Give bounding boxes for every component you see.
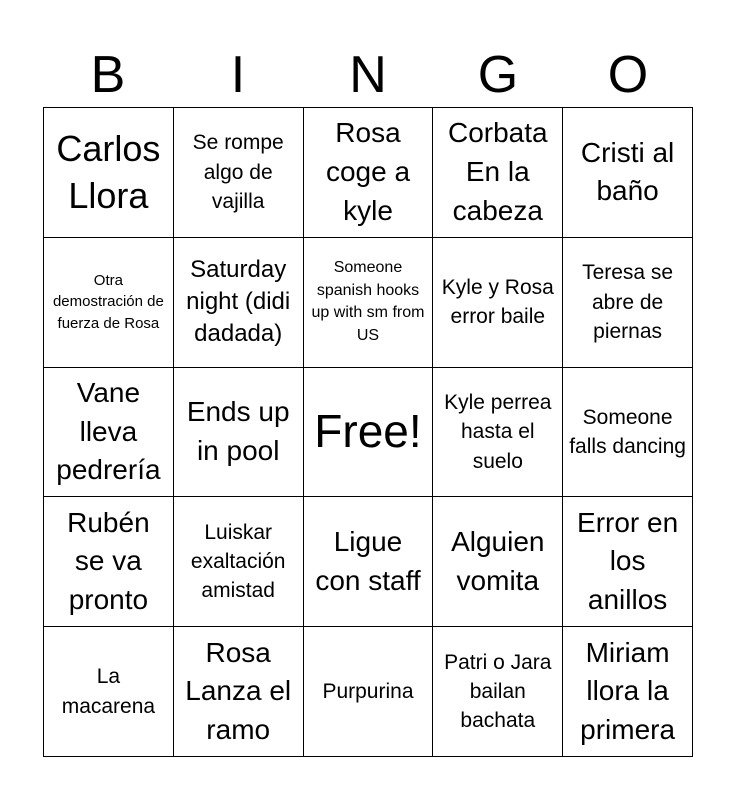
bingo-cell-r2c0[interactable]: Vane lleva pedrería [44,368,174,498]
header-letter-i: I [230,46,246,104]
header-letter-o: O [607,46,649,104]
bingo-cell-r4c1[interactable]: Rosa Lanza el ramo [174,627,304,757]
bingo-cell-free[interactable]: Free! [304,368,434,498]
bingo-cell-r3c3[interactable]: Alguien vomita [433,497,563,627]
header-letter-g: G [477,46,519,104]
bingo-cell-r0c1[interactable]: Se rompe algo de vajilla [174,108,304,238]
bingo-cell-r4c3[interactable]: Patri o Jara bailan bachata [433,627,563,757]
bingo-cell-r1c1[interactable]: Saturday night (didi dadada) [174,238,304,368]
bingo-cell-r2c1[interactable]: Ends up in pool [174,368,304,498]
bingo-cell-r2c4[interactable]: Someone falls dancing [563,368,693,498]
bingo-cell-r2c3[interactable]: Kyle perrea hasta el suelo [433,368,563,498]
bingo-cell-r3c2[interactable]: Ligue con staff [304,497,434,627]
bingo-cell-r0c4[interactable]: Cristi al baño [563,108,693,238]
bingo-board [43,107,693,757]
bingo-cell-r1c3[interactable]: Kyle y Rosa error baile [433,238,563,368]
header-letter-n: N [349,46,387,104]
bingo-cell-r0c2[interactable]: Rosa coge a kyle [304,108,434,238]
bingo-cell-r3c1[interactable]: Luiskar exaltación amistad [174,497,304,627]
header-letter-b: B [90,46,126,104]
bingo-cell-r4c4[interactable]: Miriam llora la primera [563,627,693,757]
bingo-cell-r1c0[interactable]: Otra demostración de fuerza de Rosa [44,238,174,368]
bingo-cell-r0c0[interactable]: Carlos Llora [44,108,174,238]
bingo-cell-r1c2[interactable]: Someone spanish hooks up with sm from US [304,238,434,368]
bingo-cell-r3c4[interactable]: Error en los anillos [563,497,693,627]
bingo-cell-r4c2[interactable]: Purpurina [304,627,434,757]
bingo-cell-r4c0[interactable]: La macarena [44,627,174,757]
bingo-header [43,42,693,108]
bingo-cell-r1c4[interactable]: Teresa se abre de piernas [563,238,693,368]
bingo-cell-r0c3[interactable]: Corbata En la cabeza [433,108,563,238]
bingo-cell-r3c0[interactable]: Rubén se va pronto [44,497,174,627]
